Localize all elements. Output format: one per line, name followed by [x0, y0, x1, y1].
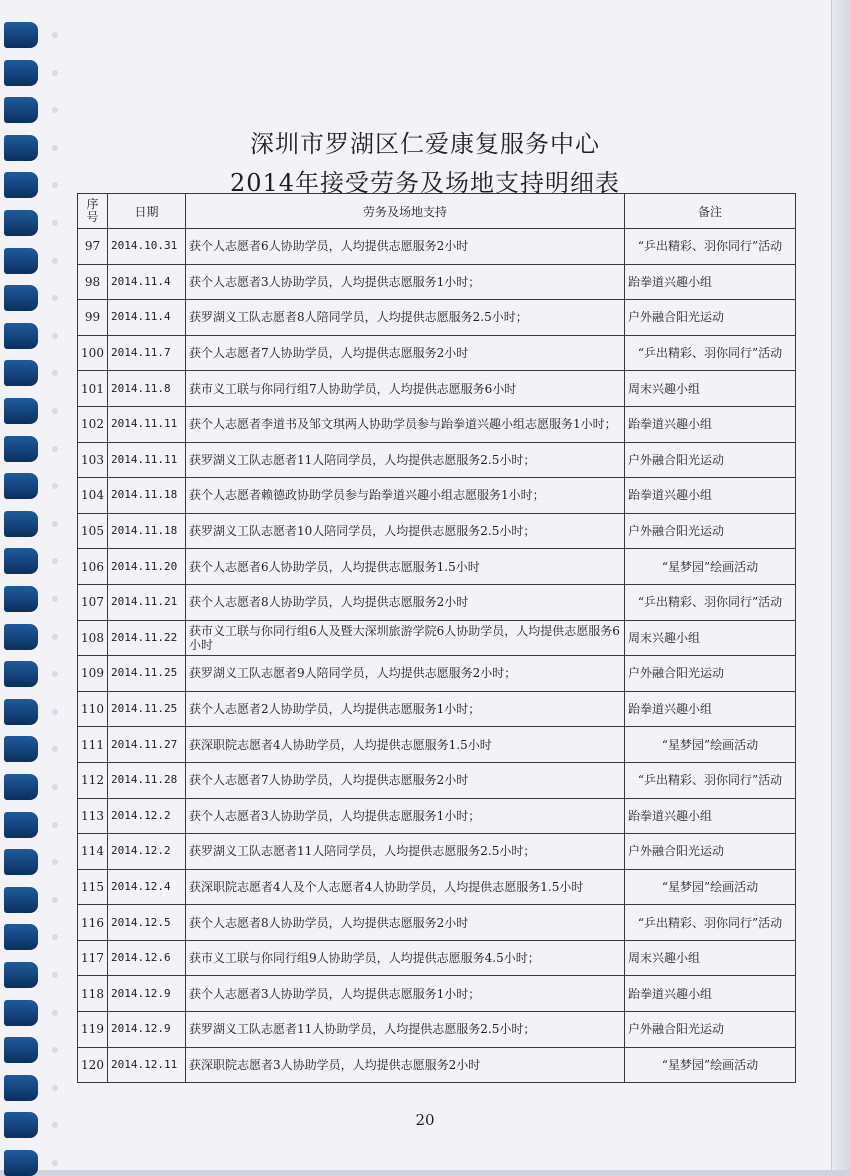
binding-ring: [4, 210, 38, 236]
row-note: 周末兴趣小组: [625, 371, 796, 407]
row-date: 2014.11.18: [108, 513, 186, 549]
row-date: 2014.11.4: [108, 300, 186, 336]
row-seq: 102: [78, 406, 108, 442]
binding-hole: [52, 333, 58, 339]
table-row: [78, 798, 796, 834]
binding-ring: [4, 511, 38, 537]
binding-ring: [4, 924, 38, 950]
table-row: [78, 584, 796, 620]
row-date: 2014.10.31: [108, 229, 186, 265]
row-date: 2014.11.7: [108, 335, 186, 371]
binding-ring: [4, 1150, 38, 1176]
row-content: 获市义工联与你同行组6人及暨大深圳旅游学院6人协助学员，人均提供志愿服务6小时: [186, 620, 625, 656]
binding-ring: [4, 398, 38, 424]
row-note: 户外融合阳光运动: [625, 300, 796, 336]
row-date: 2014.11.21: [108, 584, 186, 620]
binding-ring: [4, 736, 38, 762]
binding-hole: [52, 258, 58, 264]
table-row: [78, 727, 796, 763]
table-row: [78, 762, 796, 798]
binding-ring: [4, 699, 38, 725]
row-date: 2014.11.11: [108, 442, 186, 478]
binding-ring: [4, 887, 38, 913]
header-note: 备注: [625, 194, 796, 229]
binding-ring: [4, 849, 38, 875]
row-date: 2014.11.22: [108, 620, 186, 656]
row-content: 获市义工联与你同行组7人协助学员，人均提供志愿服务6小时: [186, 371, 625, 407]
row-content: 获个人志愿者3人协助学员，人均提供志愿服务1小时；: [186, 264, 625, 300]
table-row: [78, 656, 796, 692]
row-note: “乒出精彩、羽你同行”活动: [625, 762, 796, 798]
binding-hole: [52, 1085, 58, 1091]
row-seq: 110: [78, 691, 108, 727]
row-content: 获个人志愿者3人协助学员，人均提供志愿服务1小时；: [186, 798, 625, 834]
row-seq: 97: [78, 229, 108, 265]
binding-ring: [4, 473, 38, 499]
row-note: 户外融合阳光运动: [625, 1012, 796, 1048]
binding-ring: [4, 436, 38, 462]
binding-ring: [4, 624, 38, 650]
row-note: 周末兴趣小组: [625, 940, 796, 976]
row-date: 2014.11.18: [108, 478, 186, 514]
row-content: 获个人志愿者李道书及邹文琪两人协助学员参与跆拳道兴趣小组志愿服务1小时；: [186, 406, 625, 442]
row-date: 2014.12.4: [108, 869, 186, 905]
row-seq: 103: [78, 442, 108, 478]
page-number: 20: [415, 1111, 435, 1129]
table-row: [78, 620, 796, 656]
row-date: 2014.12.11: [108, 1047, 186, 1083]
binding-hole: [52, 972, 58, 978]
table-row: [78, 335, 796, 371]
binding-hole: [52, 70, 58, 76]
row-content: 获罗湖义工队志愿者8人陪同学员，人均提供志愿服务2.5小时；: [186, 300, 625, 336]
header-date: 日期: [108, 194, 186, 229]
binding-ring: [4, 323, 38, 349]
row-seq: 117: [78, 940, 108, 976]
binding-hole: [52, 634, 58, 640]
binding-hole: [52, 32, 58, 38]
row-date: 2014.12.6: [108, 940, 186, 976]
row-content: 获个人志愿者7人协助学员，人均提供志愿服务2小时: [186, 762, 625, 798]
table-row: [78, 1012, 796, 1048]
row-seq: 100: [78, 335, 108, 371]
row-seq: 105: [78, 513, 108, 549]
binding-hole: [52, 784, 58, 790]
row-content: 获个人志愿者8人协助学员，人均提供志愿服务2小时: [186, 905, 625, 941]
row-seq: 118: [78, 976, 108, 1012]
binding-ring: [4, 360, 38, 386]
binding-ring: [4, 1000, 38, 1026]
row-note: 周末兴趣小组: [625, 620, 796, 656]
row-seq: 108: [78, 620, 108, 656]
row-note: “星梦园”绘画活动: [625, 549, 796, 585]
row-note: “乒出精彩、羽你同行”活动: [625, 905, 796, 941]
row-seq: 113: [78, 798, 108, 834]
row-content: 获个人志愿者6人协助学员，人均提供志愿服务1.5小时: [186, 549, 625, 585]
table-row: [78, 1047, 796, 1083]
row-seq: 106: [78, 549, 108, 585]
table-row: [78, 264, 796, 300]
table-header-row: [78, 194, 796, 229]
binding-hole: [52, 1010, 58, 1016]
table-row: [78, 834, 796, 870]
header-seq-label: 序号: [86, 197, 99, 224]
row-seq: 104: [78, 478, 108, 514]
row-note: “乒出精彩、羽你同行”活动: [625, 229, 796, 265]
table-row: [78, 442, 796, 478]
row-seq: 111: [78, 727, 108, 763]
binding-ring: [4, 97, 38, 123]
row-date: 2014.12.2: [108, 798, 186, 834]
row-note: 户外融合阳光运动: [625, 513, 796, 549]
row-content: 获个人志愿者7人协助学员，人均提供志愿服务2小时: [186, 335, 625, 371]
table-row: [78, 869, 796, 905]
header-content: 劳务及场地支持: [186, 194, 625, 229]
row-content: 获个人志愿者3人协助学员，人均提供志愿服务1小时；: [186, 976, 625, 1012]
row-seq: 120: [78, 1047, 108, 1083]
row-note: 户外融合阳光运动: [625, 442, 796, 478]
row-date: 2014.12.9: [108, 1012, 186, 1048]
table-row: [78, 229, 796, 265]
binding-ring: [4, 285, 38, 311]
row-date: 2014.11.27: [108, 727, 186, 763]
row-content: 获罗湖义工队志愿者11人陪同学员，人均提供志愿服务2.5小时；: [186, 442, 625, 478]
header-seq: [78, 194, 108, 229]
row-date: 2014.11.25: [108, 656, 186, 692]
binding-hole: [52, 822, 58, 828]
binding-ring: [4, 586, 38, 612]
row-date: 2014.11.8: [108, 371, 186, 407]
table-row: [78, 406, 796, 442]
binding-hole: [52, 446, 58, 452]
row-seq: 119: [78, 1012, 108, 1048]
binding-hole: [52, 1160, 58, 1166]
row-date: 2014.11.20: [108, 549, 186, 585]
table-row: [78, 478, 796, 514]
row-note: 跆拳道兴趣小组: [625, 406, 796, 442]
row-date: 2014.12.9: [108, 976, 186, 1012]
row-date: 2014.11.28: [108, 762, 186, 798]
binding-hole: [52, 596, 58, 602]
binding-hole: [52, 897, 58, 903]
row-date: 2014.11.25: [108, 691, 186, 727]
row-seq: 109: [78, 656, 108, 692]
binding-ring: [4, 962, 38, 988]
row-seq: 99: [78, 300, 108, 336]
row-note: 户外融合阳光运动: [625, 834, 796, 870]
binding-ring: [4, 22, 38, 48]
row-note: “星梦园”绘画活动: [625, 1047, 796, 1083]
row-seq: 116: [78, 905, 108, 941]
binding-ring: [4, 1075, 38, 1101]
row-seq: 98: [78, 264, 108, 300]
binding-ring: [4, 248, 38, 274]
binding-hole: [52, 220, 58, 226]
table-row: [78, 940, 796, 976]
row-note: 跆拳道兴趣小组: [625, 798, 796, 834]
binding-ring: [4, 548, 38, 574]
row-content: 获罗湖义工队志愿者9人陪同学员，人均提供志愿服务2小时；: [186, 656, 625, 692]
binding-hole: [52, 408, 58, 414]
binding-ring: [4, 1037, 38, 1063]
document-subtitle: 2014年接受劳务及场地支持明细表: [229, 169, 621, 197]
row-content: 获罗湖义工队志愿者11人陪同学员，人均提供志愿服务2.5小时；: [186, 834, 625, 870]
row-content: 获个人志愿者2人协助学员，人均提供志愿服务1小时；: [186, 691, 625, 727]
row-note: 跆拳道兴趣小组: [625, 976, 796, 1012]
row-note: 跆拳道兴趣小组: [625, 691, 796, 727]
row-content: 获罗湖义工队志愿者10人陪同学员，人均提供志愿服务2.5小时；: [186, 513, 625, 549]
row-note: “星梦园”绘画活动: [625, 727, 796, 763]
row-content: 获深职院志愿者4人及个人志愿者4人协助学员，人均提供志愿服务1.5小时: [186, 869, 625, 905]
row-note: 跆拳道兴趣小组: [625, 478, 796, 514]
table-row: [78, 691, 796, 727]
row-date: 2014.12.2: [108, 834, 186, 870]
row-content: 获个人志愿者6人协助学员，人均提供志愿服务2小时: [186, 229, 625, 265]
row-date: 2014.11.4: [108, 264, 186, 300]
row-date: 2014.11.11: [108, 406, 186, 442]
row-note: “星梦园”绘画活动: [625, 869, 796, 905]
table-row: [78, 513, 796, 549]
row-content: 获罗湖义工队志愿者11人协助学员，人均提供志愿服务2.5小时；: [186, 1012, 625, 1048]
row-seq: 107: [78, 584, 108, 620]
row-content: 获个人志愿者8人协助学员，人均提供志愿服务2小时: [186, 584, 625, 620]
row-content: 获深职院志愿者4人协助学员，人均提供志愿服务1.5小时: [186, 727, 625, 763]
support-detail-table: [77, 193, 796, 1083]
row-seq: 112: [78, 762, 108, 798]
row-seq: 115: [78, 869, 108, 905]
binding-ring: [4, 812, 38, 838]
binding-ring: [4, 60, 38, 86]
table-row: [78, 371, 796, 407]
binding-hole: [52, 521, 58, 527]
table-row: [78, 976, 796, 1012]
table-row: [78, 549, 796, 585]
row-content: 获市义工联与你同行组9人协助学员，人均提供志愿服务4.5小时；: [186, 940, 625, 976]
row-date: 2014.12.5: [108, 905, 186, 941]
row-note: “乒出精彩、羽你同行”活动: [625, 584, 796, 620]
document-title: 深圳市罗湖区仁爱康复服务中心: [250, 130, 600, 158]
row-seq: 101: [78, 371, 108, 407]
row-note: 户外融合阳光运动: [625, 656, 796, 692]
row-note: “乒出精彩、羽你同行”活动: [625, 335, 796, 371]
binding-hole: [52, 709, 58, 715]
row-note: 跆拳道兴趣小组: [625, 264, 796, 300]
table-row: [78, 300, 796, 336]
table-row: [78, 905, 796, 941]
binding-ring: [4, 661, 38, 687]
row-content: 获深职院志愿者3人协助学员，人均提供志愿服务2小时: [186, 1047, 625, 1083]
row-seq: 114: [78, 834, 108, 870]
row-content: 获个人志愿者赖德政协助学员参与跆拳道兴趣小组志愿服务1小时；: [186, 478, 625, 514]
binding-ring: [4, 774, 38, 800]
